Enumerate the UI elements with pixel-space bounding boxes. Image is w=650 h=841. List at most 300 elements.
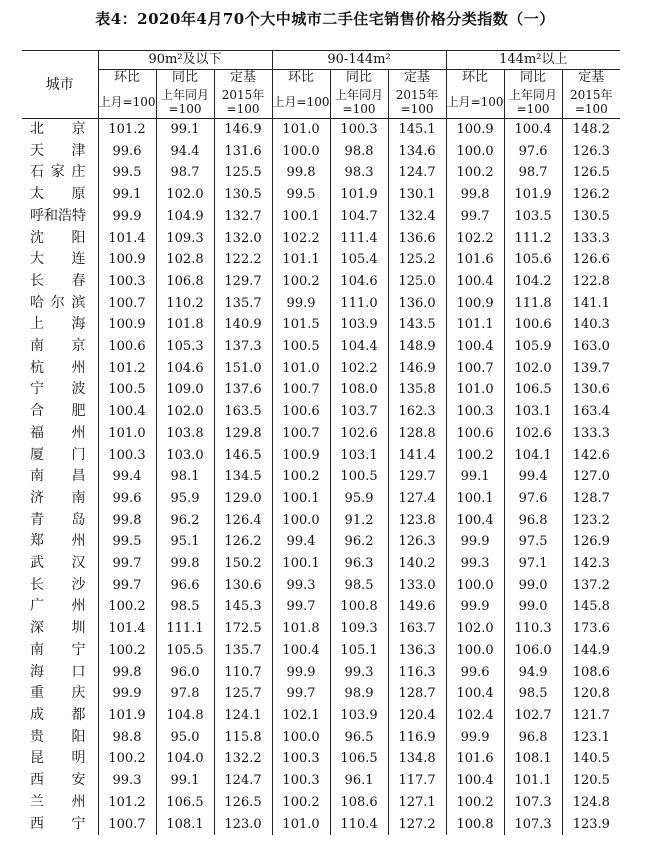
- value-cell-yoy-medium: 109.3: [330, 618, 388, 640]
- value-cell-yoy-medium: 103.9: [330, 314, 388, 336]
- value-cell-yoy-medium: 103.1: [330, 445, 388, 467]
- value-cell-mom-medium: 100.6: [272, 401, 330, 423]
- value-cell-mom-small: 99.4: [98, 466, 156, 488]
- value-cell-mom-medium: 99.7: [272, 596, 330, 618]
- value-cell-base-large: 137.2: [562, 575, 620, 597]
- value-cell-mom-medium: 100.0: [272, 141, 330, 163]
- value-cell-base-medium: 135.8: [388, 379, 446, 401]
- value-cell-mom-large: 99.8: [446, 184, 504, 206]
- table-row: [22, 379, 620, 401]
- metric-header-fixed-base: 定基: [214, 70, 272, 87]
- table-row: [22, 727, 620, 749]
- base-header-prev-year: 上年同月=100: [504, 86, 562, 119]
- value-cell-yoy-small: 105.3: [156, 336, 214, 358]
- table-row: [22, 271, 620, 293]
- table-body: [22, 119, 620, 836]
- city-name: 青岛: [30, 511, 86, 528]
- value-cell-yoy-large: 103.5: [504, 206, 562, 228]
- value-cell-yoy-small: 105.5: [156, 640, 214, 662]
- value-cell-yoy-medium: 102.6: [330, 423, 388, 445]
- value-cell-mom-small: 101.2: [98, 358, 156, 380]
- value-cell-yoy-medium: 110.4: [330, 814, 388, 836]
- value-cell-base-small: 132.7: [214, 206, 272, 228]
- city-name: 长沙: [30, 576, 86, 593]
- value-cell-mom-small: 99.7: [98, 575, 156, 597]
- value-cell-mom-small: 101.2: [98, 119, 156, 141]
- value-cell-base-large: 145.8: [562, 596, 620, 618]
- value-cell-yoy-large: 101.1: [504, 770, 562, 792]
- value-cell-mom-small: 100.2: [98, 748, 156, 770]
- table-row: [22, 814, 620, 836]
- base-header-prev-year: 上年同月=100: [330, 86, 388, 119]
- value-cell-yoy-medium: 111.4: [330, 228, 388, 250]
- value-cell-mom-large: 100.2: [446, 162, 504, 184]
- value-cell-mom-medium: 100.2: [272, 792, 330, 814]
- value-cell-base-small: 131.6: [214, 141, 272, 163]
- table-row: [22, 770, 620, 792]
- value-cell-yoy-small: 95.1: [156, 531, 214, 553]
- value-cell-base-small: 124.7: [214, 770, 272, 792]
- city-name: 呼和浩特: [30, 207, 86, 224]
- value-cell-mom-medium: 100.0: [272, 510, 330, 532]
- value-cell-mom-small: 100.3: [98, 445, 156, 467]
- metric-header-mom: 环比: [98, 70, 156, 87]
- table-row: [22, 119, 620, 141]
- value-cell-yoy-medium: 98.5: [330, 575, 388, 597]
- value-cell-base-small: 126.2: [214, 531, 272, 553]
- value-cell-base-small: 129.8: [214, 423, 272, 445]
- city-name: 兰州: [30, 793, 86, 810]
- group-header-large: 144m²以上: [446, 51, 620, 70]
- value-cell-yoy-small: 98.5: [156, 596, 214, 618]
- value-cell-base-small: 124.1: [214, 705, 272, 727]
- value-cell-yoy-large: 111.2: [504, 228, 562, 250]
- value-cell-yoy-large: 100.4: [504, 119, 562, 141]
- value-cell-base-large: 130.5: [562, 206, 620, 228]
- value-cell-mom-large: 100.2: [446, 792, 504, 814]
- city-name: 北京: [30, 121, 86, 137]
- city-name: 西宁: [30, 815, 86, 832]
- value-cell-base-small: 130.5: [214, 184, 272, 206]
- value-cell-base-large: 126.9: [562, 531, 620, 553]
- value-cell-base-large: 127.0: [562, 466, 620, 488]
- value-cell-base-medium: 133.0: [388, 575, 446, 597]
- table-row: [22, 748, 620, 770]
- value-cell-base-large: 148.2: [562, 119, 620, 141]
- value-cell-yoy-small: 98.1: [156, 466, 214, 488]
- value-cell-base-large: 133.3: [562, 423, 620, 445]
- table-row: [22, 314, 620, 336]
- table-row: [22, 510, 620, 532]
- group-header-small: 90m²及以下: [98, 51, 272, 70]
- value-cell-base-large: 163.4: [562, 401, 620, 423]
- value-cell-base-small: 151.0: [214, 358, 272, 380]
- table-row: [22, 336, 620, 358]
- value-cell-mom-large: 100.9: [446, 119, 504, 141]
- value-cell-base-small: 146.5: [214, 445, 272, 467]
- value-cell-mom-medium: 102.2: [272, 228, 330, 250]
- value-cell-mom-medium: 101.1: [272, 249, 330, 271]
- base-header-prev-month: 上月=100: [446, 86, 504, 119]
- value-cell-mom-small: 99.6: [98, 488, 156, 510]
- value-cell-base-small: 134.5: [214, 466, 272, 488]
- city-name: 宁波: [30, 381, 86, 398]
- value-cell-yoy-medium: 103.7: [330, 401, 388, 423]
- value-cell-base-large: 126.3: [562, 141, 620, 163]
- value-cell-base-large: 139.7: [562, 358, 620, 380]
- value-cell-yoy-medium: 96.5: [330, 727, 388, 749]
- value-cell-base-medium: 129.7: [388, 466, 446, 488]
- value-cell-yoy-medium: 105.4: [330, 249, 388, 271]
- value-cell-yoy-large: 102.7: [504, 705, 562, 727]
- value-cell-yoy-medium: 101.9: [330, 184, 388, 206]
- table-row: [22, 141, 620, 163]
- city-name: 南京: [30, 338, 86, 355]
- table-row: [22, 162, 620, 184]
- city-name: 成都: [30, 706, 86, 723]
- city-name: 西安: [30, 772, 86, 789]
- value-cell-yoy-large: 105.6: [504, 249, 562, 271]
- value-cell-yoy-large: 102.6: [504, 423, 562, 445]
- value-cell-mom-large: 99.1: [446, 466, 504, 488]
- value-cell-yoy-medium: 103.9: [330, 705, 388, 727]
- value-cell-mom-medium: 100.0: [272, 727, 330, 749]
- table-row: [22, 358, 620, 380]
- table-row: [22, 705, 620, 727]
- value-cell-base-small: 129.7: [214, 271, 272, 293]
- value-cell-base-large: 126.5: [562, 162, 620, 184]
- value-cell-yoy-small: 111.1: [156, 618, 214, 640]
- value-cell-yoy-small: 106.8: [156, 271, 214, 293]
- value-cell-mom-medium: 100.2: [272, 271, 330, 293]
- value-cell-base-medium: 163.7: [388, 618, 446, 640]
- value-cell-yoy-medium: 96.1: [330, 770, 388, 792]
- value-cell-yoy-medium: 106.5: [330, 748, 388, 770]
- value-cell-mom-medium: 99.8: [272, 162, 330, 184]
- table-row: [22, 466, 620, 488]
- value-cell-yoy-large: 111.8: [504, 293, 562, 315]
- value-cell-yoy-small: 95.0: [156, 727, 214, 749]
- value-cell-base-small: 123.0: [214, 814, 272, 836]
- value-cell-yoy-large: 94.9: [504, 662, 562, 684]
- value-cell-mom-medium: 101.8: [272, 618, 330, 640]
- value-cell-base-small: 122.2: [214, 249, 272, 271]
- value-cell-yoy-large: 104.1: [504, 445, 562, 467]
- city-name: 武汉: [30, 555, 86, 572]
- value-cell-base-medium: 127.2: [388, 814, 446, 836]
- table-row: [22, 640, 620, 662]
- table-row: [22, 792, 620, 814]
- value-cell-mom-large: 100.4: [446, 683, 504, 705]
- table-row: [22, 596, 620, 618]
- value-cell-base-large: 142.6: [562, 445, 620, 467]
- value-cell-base-large: 122.8: [562, 271, 620, 293]
- value-cell-base-medium: 149.6: [388, 596, 446, 618]
- value-cell-mom-small: 100.9: [98, 314, 156, 336]
- value-cell-mom-small: 100.7: [98, 814, 156, 836]
- value-cell-base-small: 172.5: [214, 618, 272, 640]
- value-cell-yoy-large: 100.6: [504, 314, 562, 336]
- value-cell-base-large: 108.6: [562, 662, 620, 684]
- table-row: [22, 683, 620, 705]
- value-cell-base-small: 130.6: [214, 575, 272, 597]
- value-cell-base-large: 133.3: [562, 228, 620, 250]
- value-cell-mom-medium: 100.5: [272, 336, 330, 358]
- table-row: [22, 662, 620, 684]
- city-name: 南昌: [30, 468, 86, 485]
- value-cell-yoy-small: 109.3: [156, 228, 214, 250]
- value-cell-yoy-medium: 99.3: [330, 662, 388, 684]
- value-cell-base-medium: 136.0: [388, 293, 446, 315]
- value-cell-mom-small: 99.7: [98, 553, 156, 575]
- value-cell-base-medium: 127.4: [388, 488, 446, 510]
- value-cell-yoy-small: 95.9: [156, 488, 214, 510]
- value-cell-mom-medium: 99.4: [272, 531, 330, 553]
- value-cell-yoy-small: 104.8: [156, 705, 214, 727]
- value-cell-mom-small: 101.4: [98, 228, 156, 250]
- value-cell-base-medium: 140.2: [388, 553, 446, 575]
- value-cell-yoy-medium: 100.8: [330, 596, 388, 618]
- value-cell-base-small: 145.3: [214, 596, 272, 618]
- value-cell-mom-small: 99.8: [98, 662, 156, 684]
- value-cell-yoy-large: 98.7: [504, 162, 562, 184]
- value-cell-mom-medium: 101.0: [272, 119, 330, 141]
- table-row: [22, 553, 620, 575]
- city-name: 太原: [30, 186, 86, 203]
- value-cell-mom-large: 99.9: [446, 727, 504, 749]
- value-cell-mom-small: 100.4: [98, 401, 156, 423]
- value-cell-yoy-medium: 108.6: [330, 792, 388, 814]
- value-cell-base-medium: 162.3: [388, 401, 446, 423]
- value-cell-base-medium: 120.4: [388, 705, 446, 727]
- value-cell-yoy-large: 110.3: [504, 618, 562, 640]
- value-cell-yoy-large: 103.1: [504, 401, 562, 423]
- value-cell-mom-large: 99.6: [446, 662, 504, 684]
- table-row: [22, 575, 620, 597]
- value-cell-yoy-large: 107.3: [504, 814, 562, 836]
- city-name: 沈阳: [30, 229, 86, 246]
- city-name: 海口: [30, 663, 86, 680]
- value-cell-mom-medium: 99.3: [272, 575, 330, 597]
- value-cell-yoy-medium: 98.8: [330, 141, 388, 163]
- value-cell-mom-large: 100.3: [446, 401, 504, 423]
- value-cell-base-small: 132.0: [214, 228, 272, 250]
- value-cell-mom-large: 102.0: [446, 618, 504, 640]
- value-cell-base-medium: 125.0: [388, 271, 446, 293]
- value-cell-yoy-large: 97.5: [504, 531, 562, 553]
- city-name: 重庆: [30, 685, 86, 702]
- value-cell-mom-medium: 99.9: [272, 662, 330, 684]
- city-name: 天津: [30, 142, 86, 159]
- metric-header-fixed-base: 定基: [562, 70, 620, 87]
- table-row: [22, 184, 620, 206]
- value-cell-base-medium: 116.3: [388, 662, 446, 684]
- value-cell-base-large: 126.2: [562, 184, 620, 206]
- value-cell-base-large: 142.3: [562, 553, 620, 575]
- value-cell-mom-small: 100.2: [98, 596, 156, 618]
- city-name: 济南: [30, 489, 86, 506]
- value-cell-base-large: 123.9: [562, 814, 620, 836]
- table-row: [22, 293, 620, 315]
- value-cell-yoy-medium: 104.7: [330, 206, 388, 228]
- value-cell-mom-large: 100.9: [446, 293, 504, 315]
- city-name: 深圳: [30, 620, 86, 637]
- value-cell-base-small: 135.7: [214, 640, 272, 662]
- value-cell-yoy-small: 103.8: [156, 423, 214, 445]
- value-cell-mom-large: 101.1: [446, 314, 504, 336]
- value-cell-yoy-small: 103.0: [156, 445, 214, 467]
- city-name: 杭州: [30, 359, 86, 376]
- city-name: 贵阳: [30, 728, 86, 745]
- value-cell-mom-small: 100.9: [98, 249, 156, 271]
- value-cell-mom-medium: 100.2: [272, 466, 330, 488]
- base-header-2015: 2015年=100: [214, 86, 272, 119]
- value-cell-base-small: 135.7: [214, 293, 272, 315]
- city-name: 长春: [30, 272, 86, 289]
- value-cell-base-medium: 136.3: [388, 640, 446, 662]
- value-cell-yoy-small: 94.4: [156, 141, 214, 163]
- value-cell-base-medium: 128.7: [388, 683, 446, 705]
- value-cell-yoy-large: 101.9: [504, 184, 562, 206]
- value-cell-mom-small: 99.8: [98, 510, 156, 532]
- value-cell-yoy-medium: 96.3: [330, 553, 388, 575]
- value-cell-yoy-small: 102.0: [156, 401, 214, 423]
- value-cell-yoy-small: 96.6: [156, 575, 214, 597]
- table-row: [22, 488, 620, 510]
- value-cell-mom-small: 99.5: [98, 162, 156, 184]
- value-cell-mom-medium: 100.7: [272, 423, 330, 445]
- value-cell-base-medium: 126.3: [388, 531, 446, 553]
- value-cell-yoy-large: 99.0: [504, 575, 562, 597]
- value-cell-base-large: 124.8: [562, 792, 620, 814]
- value-cell-mom-large: 100.4: [446, 510, 504, 532]
- value-cell-yoy-medium: 95.9: [330, 488, 388, 510]
- value-cell-mom-large: 100.4: [446, 336, 504, 358]
- value-cell-base-large: 140.3: [562, 314, 620, 336]
- metric-header-fixed-base: 定基: [388, 70, 446, 87]
- value-cell-mom-small: 100.7: [98, 293, 156, 315]
- value-cell-yoy-large: 105.9: [504, 336, 562, 358]
- value-cell-base-large: 120.8: [562, 683, 620, 705]
- value-cell-mom-large: 99.7: [446, 206, 504, 228]
- value-cell-base-medium: 123.8: [388, 510, 446, 532]
- value-cell-mom-medium: 99.5: [272, 184, 330, 206]
- value-cell-base-medium: 127.1: [388, 792, 446, 814]
- value-cell-mom-medium: 100.1: [272, 206, 330, 228]
- value-cell-mom-medium: 102.1: [272, 705, 330, 727]
- value-cell-base-small: 150.2: [214, 553, 272, 575]
- value-cell-mom-large: 100.4: [446, 271, 504, 293]
- value-cell-base-medium: 134.6: [388, 141, 446, 163]
- value-cell-mom-large: 102.2: [446, 228, 504, 250]
- value-cell-mom-small: 101.4: [98, 618, 156, 640]
- table-row: [22, 618, 620, 640]
- table-header: [22, 51, 620, 119]
- value-cell-base-large: 141.1: [562, 293, 620, 315]
- value-cell-mom-medium: 100.7: [272, 379, 330, 401]
- value-cell-base-medium: 134.8: [388, 748, 446, 770]
- value-cell-yoy-medium: 102.2: [330, 358, 388, 380]
- value-cell-mom-large: 99.9: [446, 596, 504, 618]
- base-header-2015: 2015年=100: [388, 86, 446, 119]
- value-cell-base-medium: 116.9: [388, 727, 446, 749]
- value-cell-base-large: 140.5: [562, 748, 620, 770]
- value-cell-mom-small: 99.9: [98, 206, 156, 228]
- table-row: [22, 531, 620, 553]
- value-cell-base-large: 144.9: [562, 640, 620, 662]
- table-row: [22, 445, 620, 467]
- value-cell-yoy-large: 98.5: [504, 683, 562, 705]
- value-cell-mom-large: 100.1: [446, 488, 504, 510]
- value-cell-yoy-large: 97.1: [504, 553, 562, 575]
- value-cell-mom-small: 99.6: [98, 141, 156, 163]
- metric-header-mom: 环比: [272, 70, 330, 87]
- value-cell-mom-large: 99.3: [446, 553, 504, 575]
- value-cell-mom-large: 100.4: [446, 770, 504, 792]
- value-cell-mom-small: 100.5: [98, 379, 156, 401]
- city-name: 合肥: [30, 403, 86, 420]
- city-name: 哈尔滨: [30, 294, 86, 311]
- value-cell-base-medium: 145.1: [388, 119, 446, 141]
- value-cell-mom-large: 101.6: [446, 748, 504, 770]
- value-cell-yoy-small: 104.6: [156, 358, 214, 380]
- value-cell-base-small: 126.5: [214, 792, 272, 814]
- value-cell-base-medium: 117.7: [388, 770, 446, 792]
- value-cell-mom-medium: 101.5: [272, 314, 330, 336]
- value-cell-yoy-small: 104.0: [156, 748, 214, 770]
- value-cell-yoy-large: 102.0: [504, 358, 562, 380]
- value-cell-yoy-small: 99.8: [156, 553, 214, 575]
- value-cell-base-large: 120.5: [562, 770, 620, 792]
- value-cell-base-medium: 125.2: [388, 249, 446, 271]
- value-cell-yoy-large: 97.6: [504, 488, 562, 510]
- value-cell-base-medium: 146.9: [388, 358, 446, 380]
- value-cell-yoy-medium: 111.0: [330, 293, 388, 315]
- city-name: 上海: [30, 316, 86, 333]
- value-cell-mom-medium: 101.0: [272, 358, 330, 380]
- value-cell-mom-large: 101.0: [446, 379, 504, 401]
- value-cell-yoy-small: 106.5: [156, 792, 214, 814]
- value-cell-yoy-large: 106.0: [504, 640, 562, 662]
- group-header-medium: 90-144m²: [272, 51, 446, 70]
- city-name: 郑州: [30, 533, 86, 550]
- metric-header-yoy: 同比: [330, 70, 388, 87]
- value-cell-yoy-medium: 96.2: [330, 531, 388, 553]
- value-cell-yoy-medium: 108.0: [330, 379, 388, 401]
- price-index-table: [22, 50, 620, 835]
- city-name: 昆明: [30, 750, 86, 767]
- value-cell-yoy-small: 102.8: [156, 249, 214, 271]
- value-cell-base-small: 129.0: [214, 488, 272, 510]
- table-row: [22, 401, 620, 423]
- city-name: 大连: [30, 251, 86, 268]
- value-cell-mom-large: 100.0: [446, 575, 504, 597]
- value-cell-base-large: 126.6: [562, 249, 620, 271]
- city-column-header: 城市: [22, 51, 98, 119]
- value-cell-yoy-small: 109.0: [156, 379, 214, 401]
- value-cell-mom-small: 101.9: [98, 705, 156, 727]
- value-cell-mom-small: 101.0: [98, 423, 156, 445]
- value-cell-base-small: 163.5: [214, 401, 272, 423]
- base-header-prev-month: 上月=100: [98, 86, 156, 119]
- value-cell-yoy-large: 97.6: [504, 141, 562, 163]
- value-cell-mom-medium: 101.0: [272, 814, 330, 836]
- value-cell-mom-large: 100.0: [446, 141, 504, 163]
- value-cell-base-medium: 124.7: [388, 162, 446, 184]
- value-cell-base-medium: 148.9: [388, 336, 446, 358]
- value-cell-base-medium: 136.6: [388, 228, 446, 250]
- value-cell-base-medium: 130.1: [388, 184, 446, 206]
